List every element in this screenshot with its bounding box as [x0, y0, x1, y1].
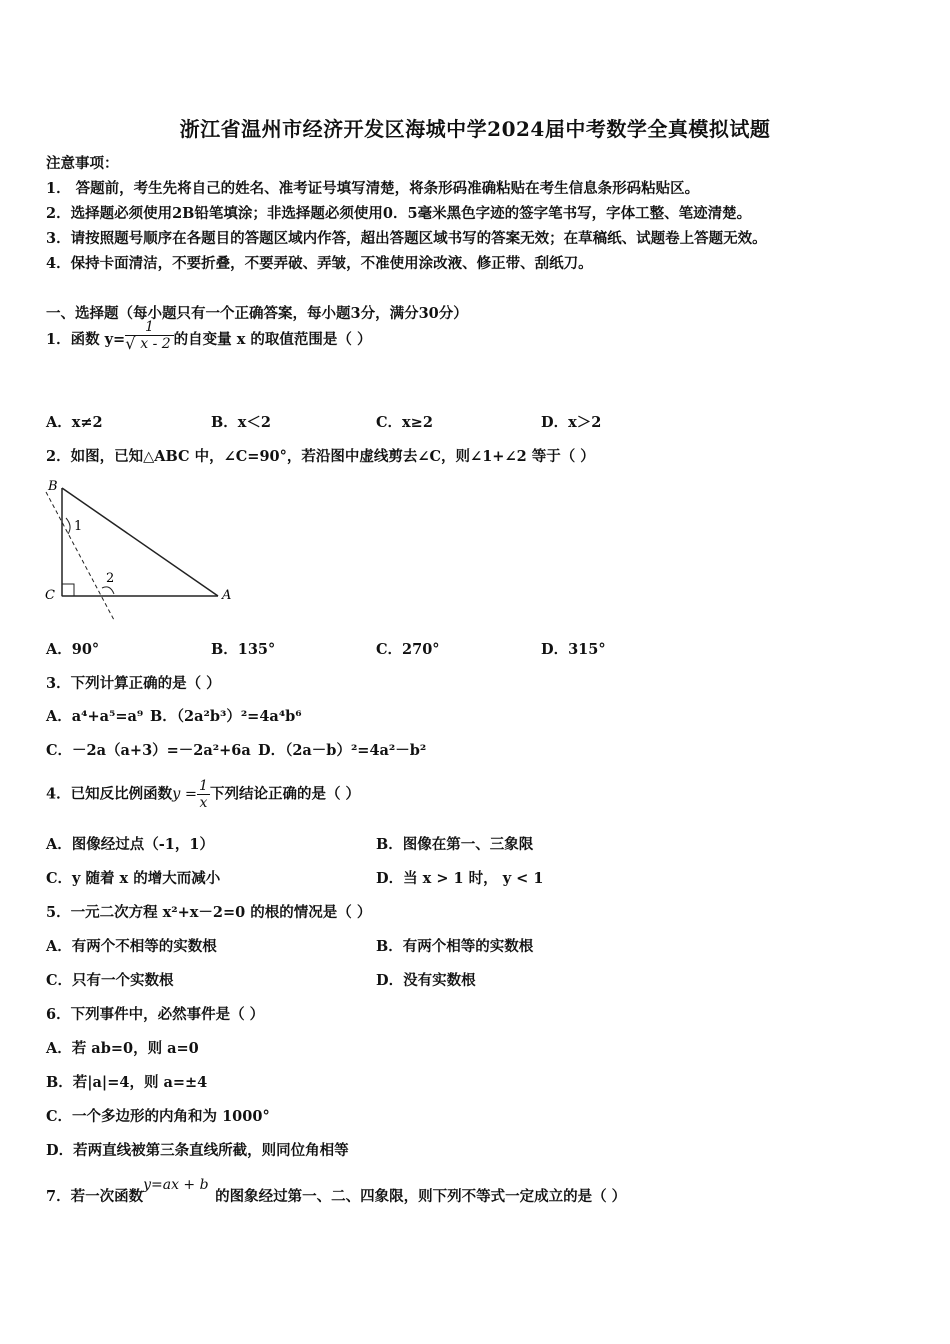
q2-option-d: D．315°: [541, 641, 606, 658]
q6-option-d: D．若两直线被第三条直线所截，则同位角相等: [46, 1142, 349, 1159]
q4-fraction: [197, 778, 210, 811]
notice-item-1: 1． 答题前，考生先将自己的姓名、准考证号填写清楚，将条形码准确粘贴在考生信息条形码粘贴区。: [46, 180, 700, 197]
q6-option-a: A．若 ab=0，则 a=0: [46, 1040, 199, 1057]
label-a: A: [222, 588, 232, 603]
question-5: 5．一元二次方程 x²+x－2=0 的根的情况是（ ）: [46, 904, 372, 921]
q3-option-d: D．（2a－b）²=4a²－b²: [258, 742, 427, 759]
q6-option-b: B．若|a|=4，则 a=±4: [46, 1074, 208, 1091]
q7-prefix: 7．若一次函数: [46, 1188, 144, 1205]
question-3: 3．下列计算正确的是（ ）: [46, 675, 221, 692]
question-4: [46, 778, 360, 811]
q2-option-a: A．90°: [46, 641, 100, 658]
q5-option-c: C．只有一个实数根: [46, 972, 174, 989]
sqrt-symbol: √ x - 2: [125, 336, 173, 352]
q5-option-b: B．有两个相等的实数根: [376, 938, 534, 955]
triangle-diagram: [40, 478, 240, 623]
notice-heading: 注意事项：: [46, 155, 119, 172]
q5-option-a: A．有两个不相等的实数根: [46, 938, 217, 955]
notice-item-2: 2．选择题必须使用2B铅笔填涂；非选择题必须使用0．5毫米黑色字迹的签字笔书写，字体工整、笔迹清楚。: [46, 205, 752, 222]
q4-frac-den: x: [199, 795, 208, 811]
q1-option-a: A．x≠2: [46, 414, 103, 431]
label-c: C: [45, 588, 55, 603]
q1-option-d: D．x＞2: [541, 414, 602, 431]
q1-fraction: [125, 319, 173, 352]
question-1: [46, 318, 372, 353]
q1-option-b: B．x＜2: [211, 414, 271, 431]
label-angle-2: 2: [106, 571, 115, 586]
q2-option-c: C．270°: [376, 641, 440, 658]
q7-formula: y=ax + b: [143, 1177, 209, 1193]
q7-suffix: 的图象经过第一、二、四象限，则下列不等式一定成立的是（ ）: [215, 1188, 627, 1205]
q4-option-c: C．y 随着 x 的增大而减小: [46, 870, 221, 887]
question-7: [46, 1177, 627, 1206]
triangle-figure: [40, 478, 240, 627]
q4-suffix: 下列结论正确的是（ ）: [209, 785, 361, 803]
q3-option-b: B．（2a²b³）²=4a⁴b⁶: [150, 708, 302, 725]
label-b: B: [48, 479, 58, 494]
label-angle-1: 1: [74, 519, 83, 534]
q4-option-a: A．图像经过点（-1，1）: [46, 836, 214, 853]
q1-option-c: C．x≥2: [376, 414, 433, 431]
q4-option-d: D．当 x > 1 时， y < 1: [376, 870, 544, 887]
question-6: 6．下列事件中，必然事件是（ ）: [46, 1006, 265, 1023]
notice-item-4: 4．保持卡面清洁，不要折叠，不要弄破、弄皱，不准使用涂改液、修正带、刮纸刀。: [46, 255, 593, 272]
q1-frac-num: 1: [125, 319, 173, 336]
q3-option-c: C．－2a（a+3）=－2a²+6a: [46, 742, 251, 759]
q2-option-b: B．135°: [211, 641, 276, 658]
q4-option-b: B．图像在第一、三象限: [376, 836, 534, 853]
q1-prefix: 1．函数 y=: [46, 331, 126, 348]
page-title: 浙江省温州市经济开发区海城中学2024届中考数学全真模拟试题: [179, 117, 771, 141]
question-2: 2．如图，已知△ABC 中，∠C=90°，若沿图中虚线剪去∠C，则∠1+∠2 等于（ ）: [46, 448, 595, 465]
notice-item-3: 3．请按照题号顺序在各题目的答题区域内作答，超出答题区域书写的答案无效；在草稿纸、试题卷上答题无效。: [46, 230, 767, 247]
q6-option-c: C．一个多边形的内角和为 1000°: [46, 1108, 270, 1125]
q3-option-a: A．a⁴+a⁵=a⁹: [46, 708, 144, 725]
q1-frac-den: x - 2: [137, 335, 173, 352]
q5-option-d: D．没有实数根: [376, 972, 476, 989]
q4-prefix: 4．已知反比例函数: [46, 785, 173, 803]
section-heading: 一、选择题（每小题只有一个正确答案，每小题3分，满分30分）: [46, 305, 468, 322]
q1-suffix: 的自变量 x 的取值范围是（ ）: [173, 331, 372, 348]
q4-frac-num: 1: [199, 778, 208, 794]
q4-y-eq: y =: [172, 786, 198, 803]
